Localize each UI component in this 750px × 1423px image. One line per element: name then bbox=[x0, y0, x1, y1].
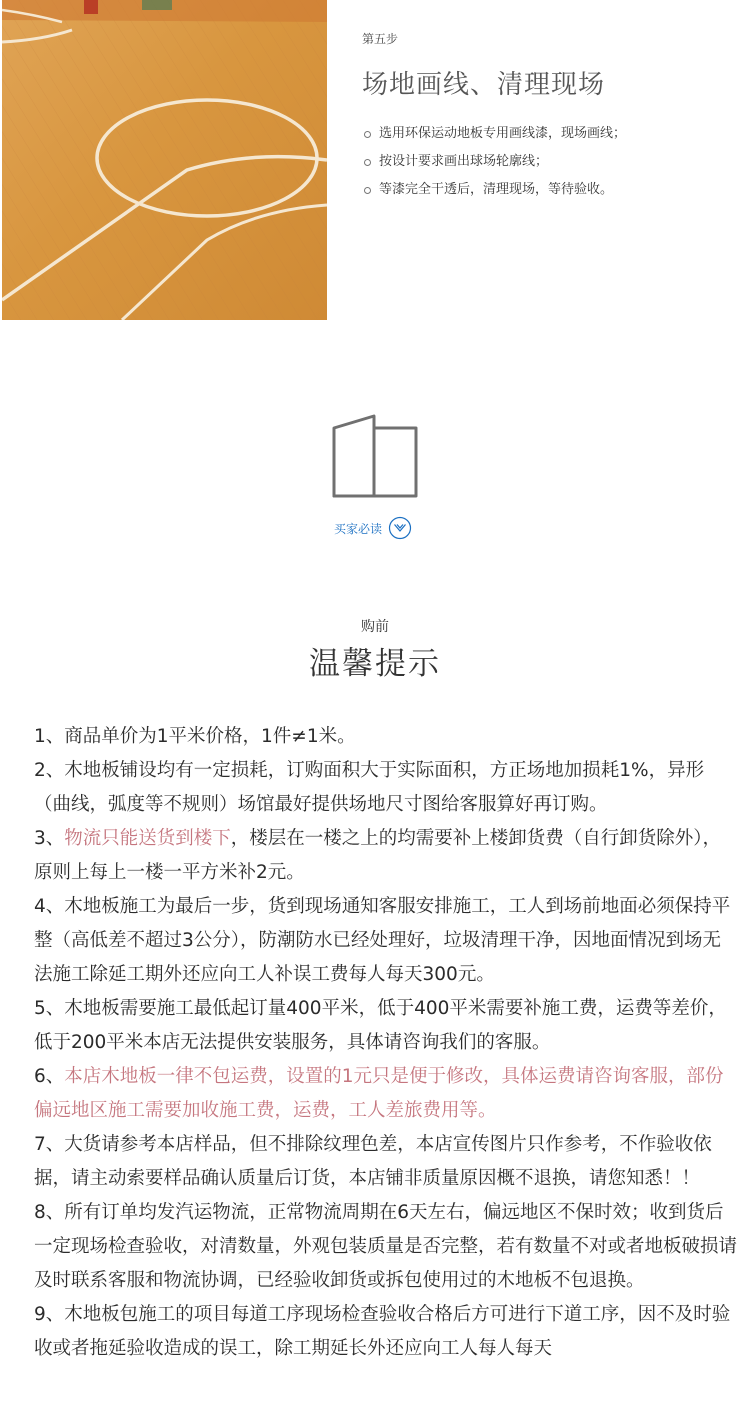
step-title: 场地画线、清理现场 bbox=[362, 70, 606, 100]
tip-item-7: 7、大货请参考本店样品，但不排除纹理色差，本店宣传图片只作参考，不作验收依据，请主动索要样品确认质量后订货，本店铺非质量原因概不退换，请您知悉！！ bbox=[34, 1134, 712, 1189]
tip-highlight: 本店木地板一律不包运费，设置的1元只是便于修改，具体运费请咨询客服，部份偏远地区施工需要加收施工费，运费，工人差旅费用等。 bbox=[34, 1066, 724, 1121]
bullet-circle-icon bbox=[364, 131, 371, 138]
tip-highlight: 物流只能送货到楼下 bbox=[64, 828, 231, 849]
tips-title: 温馨提示 bbox=[309, 646, 441, 682]
tip-item-6: 6、本店木地板一律不包运费，设置的1元只是便于修改，具体运费请咨询客服，部份偏远地区施工需要加收施工费，运费，工人差旅费用等。 bbox=[34, 1066, 724, 1121]
step-bullet-item: 按设计要求画出球场轮廓线； bbox=[364, 154, 626, 182]
step-bullet-list bbox=[364, 126, 626, 210]
bullet-circle-icon bbox=[364, 159, 371, 166]
tips-subtitle: 购前 bbox=[361, 619, 389, 635]
step-bullet-item: 选用环保运动地板专用画线漆，现场画线； bbox=[364, 126, 626, 154]
tip-item-9: 9、木地板包施工的项目每道工序现场检查验收合格后方可进行下道工序，因不及时验收或者拖延验收造成的误工，除工期延长外还应向工人每人每天 bbox=[34, 1304, 731, 1359]
tip-item-5: 5、木地板需要施工最低起订量400平米，低于400平米需要补施工费，运费等差价，低于200平米本店无法提供安装服务，具体请咨询我们的客服。 bbox=[34, 998, 727, 1053]
buyer-must-read-label: 买家必读 bbox=[334, 521, 383, 536]
open-book-icon bbox=[330, 410, 422, 502]
court-floor-image bbox=[2, 0, 327, 320]
bullet-circle-icon bbox=[364, 187, 371, 194]
tip-item-4: 4、木地板施工为最后一步，货到现场通知客服安排施工，工人到场前地面必须保持平整（高低差不超过3公分），防潮防水已经处理好，垃圾清理干净，因地面情况到场无法施工除延工期外还应向工人补误工费每人每天300元。 bbox=[34, 896, 731, 985]
basketball-court-photo bbox=[2, 0, 327, 320]
tip-item-8: 8、所有订单均发汽运物流，正常物流周期在6天左右，偏远地区不保时效；收到货后一定现场检查验收，对清数量，外观包装质量是否完整，若有数量不对或者地板破损请及时联系客服和物流协调，已经验收卸货或拆包使用过的木地板不包退换。 bbox=[34, 1202, 738, 1291]
tip-item-3: 3、物流只能送货到楼下，楼层在一楼之上的均需要补上楼卸货费（自行卸货除外），原则上每上一楼一平方米补2元。 bbox=[34, 828, 722, 883]
tip-item-2: 2、木地板铺设均有一定损耗，订购面积大于实际面积，方正场地加损耗1%，异形（曲线，弧度等不规则）场馆最好提供场地尺寸图给客服算好再订购。 bbox=[34, 760, 705, 815]
tips-list bbox=[34, 720, 738, 1366]
chevron-down-circle-icon bbox=[388, 516, 412, 540]
step-bullet-item: 等漆完全干透后，清理现场，等待验收。 bbox=[364, 182, 626, 210]
tip-item-1: 1、商品单价为1平米价格，1件≠1米。 bbox=[34, 726, 356, 747]
buyer-must-read bbox=[334, 515, 412, 541]
step-number-label: 第五步 bbox=[362, 32, 399, 46]
step-section bbox=[0, 0, 750, 320]
